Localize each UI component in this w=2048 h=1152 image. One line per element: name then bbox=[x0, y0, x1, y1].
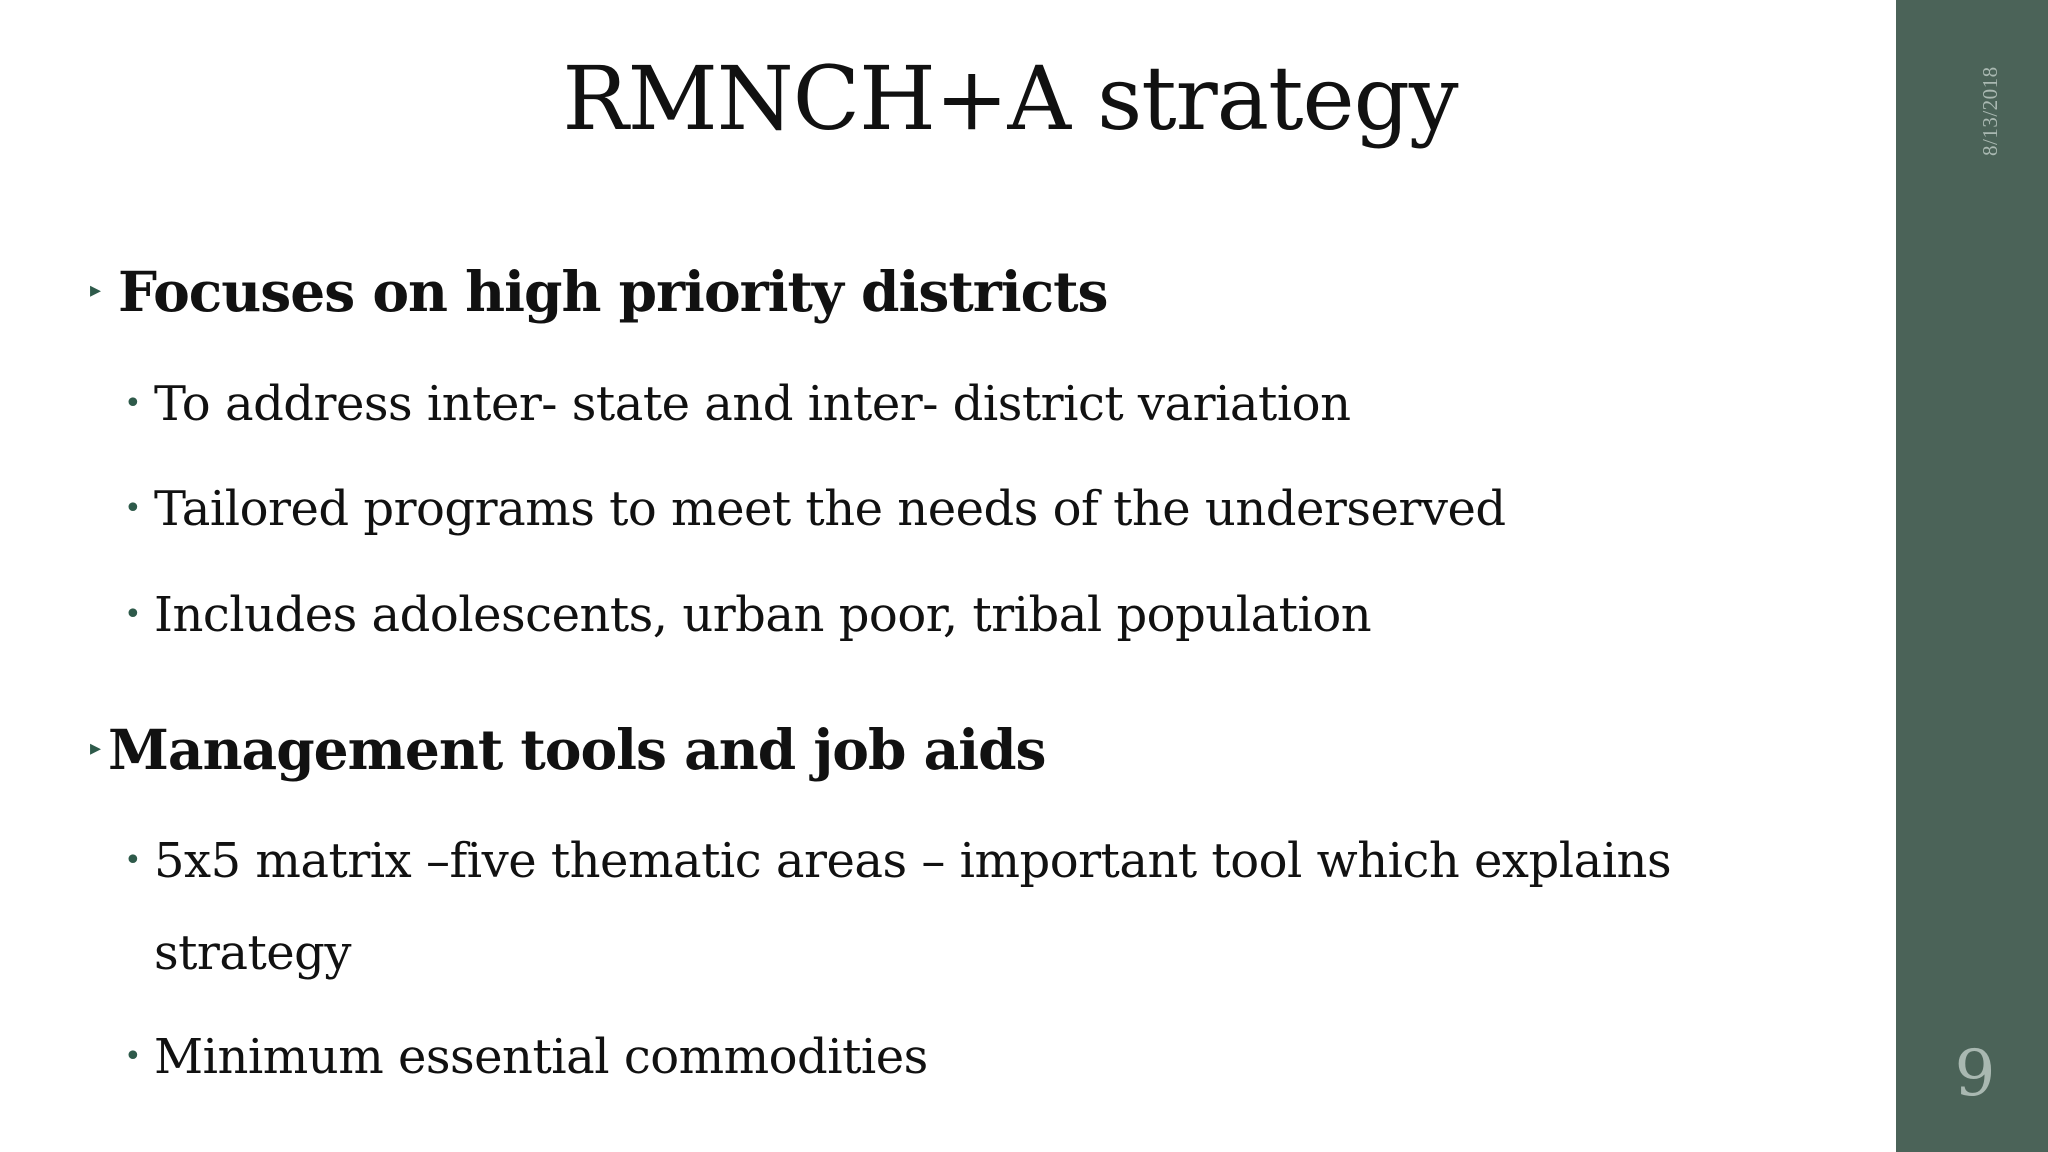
dot-bullet-icon: • bbox=[124, 597, 142, 632]
bullet-level2-item bbox=[126, 463, 1706, 555]
triangle-bullet-icon: ▸ bbox=[90, 277, 101, 303]
bullet-level2-item bbox=[126, 358, 1706, 450]
bullet-text: Includes adolescents, urban poor, tribal population bbox=[154, 587, 1372, 643]
bullet-level1-management bbox=[90, 717, 1046, 782]
bullet-level2-item bbox=[126, 815, 1686, 999]
slide-title: RMNCH+A strategy bbox=[562, 47, 1458, 150]
bullet-text: Minimum essential commodities bbox=[154, 1029, 928, 1085]
bullet-level2-item bbox=[126, 569, 1706, 661]
slide-page-number: 9 bbox=[1954, 1037, 1996, 1111]
bullet-text: 5x5 matrix –five thematic areas – important tool which explains strategy bbox=[154, 833, 1672, 981]
bullet-level1-focus bbox=[90, 259, 1108, 324]
dot-bullet-icon: • bbox=[124, 491, 142, 526]
bullet-level2-item bbox=[126, 1011, 1706, 1103]
bullet-text: Tailored programs to meet the needs of the underserved bbox=[154, 481, 1506, 537]
slide-date: 8/13/2018 bbox=[1978, 66, 2002, 156]
bullet-text: Focuses on high priority districts bbox=[118, 259, 1108, 324]
bullet-text: To address inter- state and inter- district variation bbox=[154, 376, 1351, 432]
dot-bullet-icon: • bbox=[124, 1039, 142, 1074]
dot-bullet-icon: • bbox=[124, 386, 142, 421]
bullet-text: Management tools and job aids bbox=[108, 717, 1046, 782]
slide-sidebar bbox=[1896, 0, 2048, 1152]
dot-bullet-icon: • bbox=[124, 843, 142, 878]
triangle-bullet-icon: ▸ bbox=[90, 735, 101, 761]
